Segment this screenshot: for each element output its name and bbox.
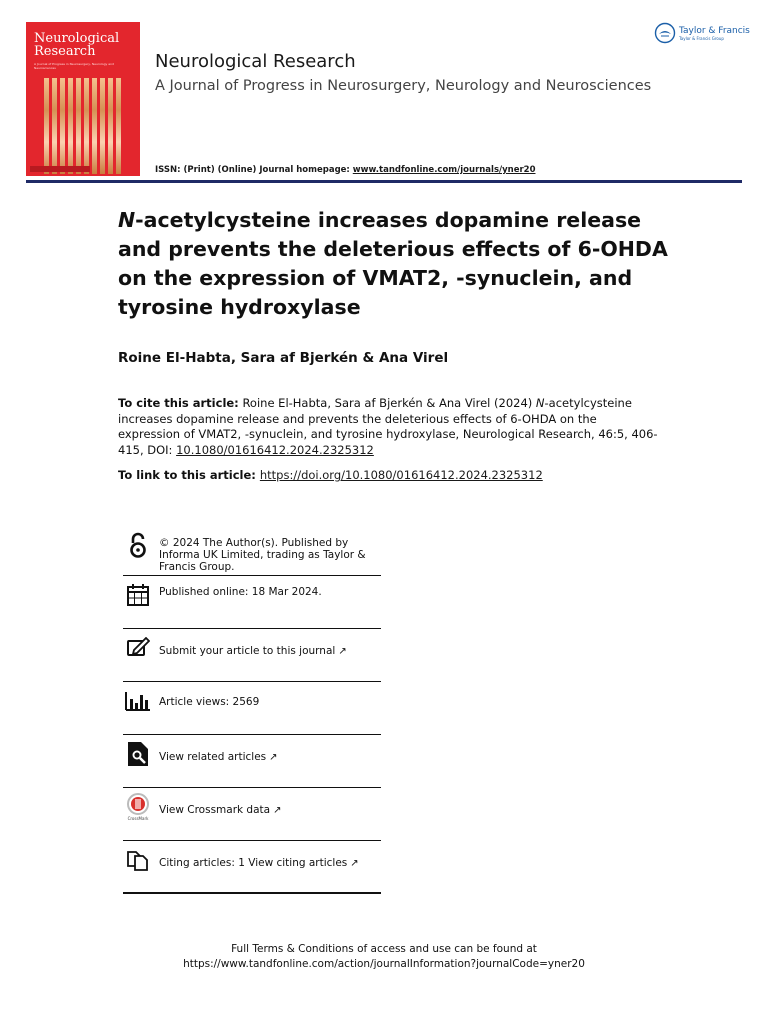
submit-label[interactable]: Submit your article to this journal bbox=[159, 645, 336, 657]
article-title bbox=[118, 206, 678, 322]
article-doi-url[interactable]: https://doi.org/10.1080/01616412.2024.2325312 bbox=[259, 468, 543, 482]
publisher-logo[interactable] bbox=[654, 22, 750, 44]
crossmark-label[interactable]: View Crossmark data bbox=[159, 804, 271, 816]
header-rule bbox=[26, 180, 742, 183]
edit-icon bbox=[123, 633, 153, 663]
info-citing[interactable] bbox=[123, 841, 381, 894]
taylor-francis-icon bbox=[654, 22, 676, 44]
external-link-icon: ↗ bbox=[269, 752, 278, 763]
terms-footer bbox=[0, 942, 768, 972]
external-link-icon: ↗ bbox=[273, 805, 282, 816]
publisher-tagline: Taylor & Francis Group bbox=[679, 35, 724, 41]
submit-text[interactable] bbox=[159, 629, 347, 658]
article-title-rest: -acetylcysteine increases dopamine release and prevents the deleterious effects of 6-OHDA on the expression of VMAT2, -synuclein, and tyrosine hydroxylase bbox=[118, 208, 668, 319]
info-views bbox=[123, 682, 381, 735]
info-related[interactable] bbox=[123, 735, 381, 788]
citation-label: To cite this article: bbox=[118, 396, 239, 410]
calendar-icon bbox=[123, 580, 153, 610]
citation-text-italic: N bbox=[535, 396, 545, 410]
cover-band bbox=[30, 166, 90, 172]
cover-title-line2: Research bbox=[34, 44, 96, 59]
related-articles-icon bbox=[123, 739, 153, 769]
terms-url[interactable]: https://www.tandfonline.com/action/journalInformation?journalCode=yner20 bbox=[183, 958, 585, 970]
citation-text-after: -acetylcysteine increases dopamine release and prevents the deleterious effects of 6-OHDA on the expression of VMAT2, -synuclein, and tyrosine hydroxylase, Neurological Research, 46:5, 406-415, DOI: bbox=[118, 396, 658, 457]
open-access-text: © 2024 The Author(s). Published by Informa UK Limited, trading as Taylor & Francis Group. bbox=[159, 537, 366, 573]
journal-homepage-link[interactable]: www.tandfonline.com/journals/yner20 bbox=[352, 165, 536, 175]
journal-subtitle: A Journal of Progress in Neurosurgery, Neurology and Neurosciences bbox=[155, 78, 652, 94]
crossmark-icon bbox=[123, 792, 153, 822]
bar-chart-icon bbox=[123, 686, 153, 716]
citation-block bbox=[118, 396, 658, 458]
citing-articles-icon bbox=[123, 845, 153, 875]
cover-subtitle: A Journal of Progress in Neurosurgery, Neurology and Neurosciences bbox=[34, 62, 114, 70]
published-text: Published online: 18 Mar 2024. bbox=[159, 586, 322, 598]
cover-face-image bbox=[40, 78, 126, 174]
article-info-list bbox=[123, 527, 381, 894]
terms-line1: Full Terms & Conditions of access and use can be found at bbox=[231, 943, 537, 955]
external-link-icon: ↗ bbox=[350, 858, 359, 869]
issn-line bbox=[155, 165, 536, 175]
cover-title bbox=[34, 32, 134, 58]
open-access-icon bbox=[123, 531, 153, 561]
citation-text-before: Roine El-Habta, Sara af Bjerkén & Ana Virel (2024) bbox=[238, 396, 536, 410]
info-open-access bbox=[123, 527, 381, 576]
crossmark-text[interactable] bbox=[159, 788, 281, 817]
external-link-icon: ↗ bbox=[338, 646, 347, 657]
info-submit[interactable] bbox=[123, 629, 381, 682]
article-link-line bbox=[118, 468, 543, 482]
journal-cover bbox=[26, 22, 140, 176]
article-title-italic: N bbox=[118, 208, 136, 232]
issn-label: ISSN: (Print) (Online) Journal homepage: bbox=[155, 165, 353, 175]
publisher-name: Taylor & Francis bbox=[679, 25, 750, 36]
journal-name: Neurological Research bbox=[155, 51, 356, 72]
info-crossmark[interactable] bbox=[123, 788, 381, 841]
citing-text[interactable] bbox=[159, 841, 359, 870]
citing-label[interactable]: Citing articles: 1 View citing articles bbox=[159, 857, 348, 869]
related-label[interactable]: View related articles bbox=[159, 751, 267, 763]
svg-text:CrossMark: CrossMark bbox=[127, 816, 149, 821]
related-text[interactable] bbox=[159, 735, 278, 764]
cover-title-line1: Neurological bbox=[34, 31, 120, 46]
info-published bbox=[123, 576, 381, 629]
article-authors: Roine El-Habta, Sara af Bjerkén & Ana Virel bbox=[118, 350, 449, 366]
views-text: Article views: 2569 bbox=[159, 696, 260, 708]
article-link-label: To link to this article: bbox=[118, 468, 260, 482]
citation-doi-link[interactable]: 10.1080/01616412.2024.2325312 bbox=[176, 442, 374, 457]
